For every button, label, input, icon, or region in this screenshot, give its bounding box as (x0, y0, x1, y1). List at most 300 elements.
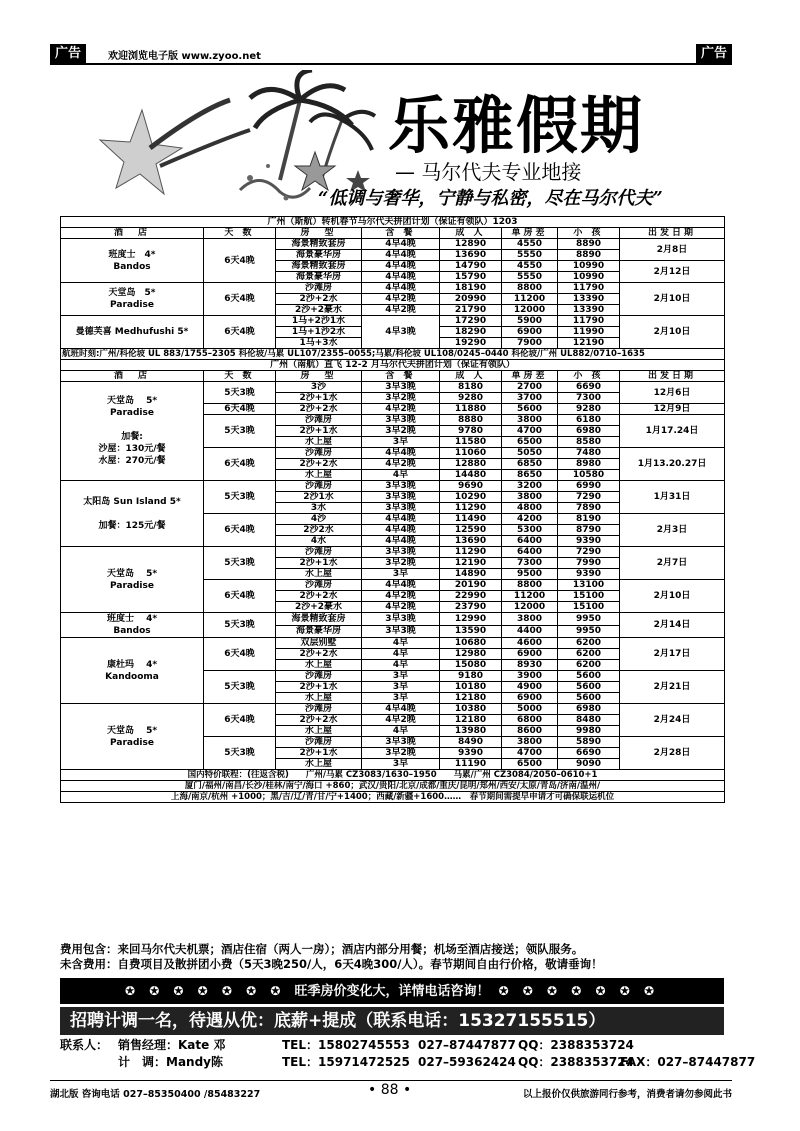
table-cell: 3早3晚 (362, 503, 440, 514)
table-cell: 13390 (558, 294, 620, 305)
table-cell: 4早2晚 (362, 591, 440, 602)
brand-subtitle: — 马尔代夫专业地接 (395, 160, 582, 184)
table-cell: 水上屋 (276, 437, 362, 448)
table-cell: 3早 (362, 693, 440, 704)
table-cell: 11990 (558, 327, 620, 338)
table-cell: 14890 (440, 569, 502, 580)
table-cell: 3早 (362, 759, 440, 770)
table-cell: 13100 (558, 580, 620, 591)
table-cell: 4早 (362, 649, 440, 660)
ops-fax: FAX：027–87447877 (620, 1055, 756, 1069)
table-cell: 8980 (558, 459, 620, 470)
table-cell: 11200 (502, 294, 558, 305)
table-cell: 沙滩房 (276, 448, 362, 459)
sales-tel2: 027–87447877 (418, 1038, 516, 1052)
table-row (61, 382, 725, 393)
table-cell: 11880 (440, 404, 502, 415)
table-cell: 20190 (440, 580, 502, 591)
table-cell: 9780 (440, 426, 502, 437)
table-cell: 海景精致套房 (276, 613, 362, 626)
excluded-text: 未含费用：自费项目及散拼团小费（5天3晚250/人，6天4晚300/人）。春节期间自由行价格，敬请垂询！ (60, 957, 603, 971)
table-cell: 11790 (558, 316, 620, 327)
table-cell: 6900 (502, 693, 558, 704)
hero (50, 70, 732, 215)
star-row-left: ✪ ✪ ✪ ✪ ✪ ✪ ✪ (124, 984, 286, 998)
table-cell: 7480 (558, 448, 620, 459)
table-cell: 10380 (440, 704, 502, 715)
ops-role: 计 调：Mandy陈 (118, 1055, 223, 1069)
table-cell: 4早2晚 (362, 305, 440, 316)
table-cell: 10580 (558, 470, 620, 481)
table-cell: 2沙+1水 (276, 393, 362, 404)
sales-qq: QQ：2388353724 (518, 1038, 634, 1052)
table-cell: 3早 (362, 437, 440, 448)
column-header: 单房差 (502, 371, 558, 382)
days-cell: 6天4晚 (204, 283, 276, 316)
table-cell: 2沙+2豪水 (276, 305, 362, 316)
table-cell: 4早4晚 (362, 704, 440, 715)
table-cell: 9280 (440, 393, 502, 404)
table-cell: 2沙+2水 (276, 715, 362, 726)
ops-tel2: 027–59362424 (418, 1055, 516, 1069)
column-header: 出发日期 (620, 371, 725, 382)
price-table (60, 216, 724, 803)
table-cell: 5890 (558, 737, 620, 748)
table-cell: 5550 (502, 250, 558, 261)
ad-tag-right: 广告 (696, 44, 732, 64)
date-cell: 2月10日 (620, 316, 725, 349)
table-cell: 8790 (558, 525, 620, 536)
column-header: 天 数 (204, 228, 276, 239)
table-cell: 6180 (558, 415, 620, 426)
date-cell: 2月17日 (620, 638, 725, 671)
table-cell: 4水 (276, 536, 362, 547)
table-cell: 4早 (362, 470, 440, 481)
table-cell: 3800 (502, 415, 558, 426)
table-cell: 10290 (440, 492, 502, 503)
included-text: 费用包含：来回马尔代夫机票；酒店住宿（两人一房）；酒店内部分用餐；机场至酒店接送；领队服务。 (60, 942, 584, 956)
table-cell: 5300 (502, 525, 558, 536)
table-cell: 12190 (440, 558, 502, 569)
table-cell: 7300 (558, 393, 620, 404)
table-cell: 4200 (502, 514, 558, 525)
brand-title: 乐雅假期 (388, 89, 645, 162)
hotel-name: 班度士 4* Bandos (61, 613, 204, 638)
table-cell: 11580 (440, 437, 502, 448)
table-cell: 3700 (502, 393, 558, 404)
table-cell: 水上屋 (276, 759, 362, 770)
table-cell: 3早3晚 (362, 492, 440, 503)
column-header: 出发日期 (620, 228, 725, 239)
note (61, 349, 725, 360)
table-cell: 4800 (502, 503, 558, 514)
date-cell: 2月21日 (620, 671, 725, 704)
table-cell: 6400 (502, 536, 558, 547)
table-cell: 2沙+2水 (276, 294, 362, 305)
date-cell: 2月10日 (620, 580, 725, 613)
table-cell: 6690 (558, 748, 620, 759)
table-cell: 9180 (440, 671, 502, 682)
days-cell: 5天3晚 (204, 613, 276, 638)
table-row (61, 239, 725, 250)
table-cell: 4早4晚 (362, 250, 440, 261)
table-cell: 14790 (440, 261, 502, 272)
table-cell: 8490 (440, 737, 502, 748)
table-cell: 8890 (558, 250, 620, 261)
caption (61, 360, 725, 371)
sales-role: 销售经理：Kate 邓 (118, 1038, 226, 1052)
table-row (61, 638, 725, 649)
table-cell: 3早3晚 (362, 613, 440, 626)
table-cell: 22990 (440, 591, 502, 602)
date-cell: 1月17.24日 (620, 415, 725, 448)
table-cell: 沙滩房 (276, 671, 362, 682)
inclusions (60, 942, 724, 972)
table-cell: 13590 (440, 625, 502, 638)
table-cell: 3早2晚 (362, 558, 440, 569)
hotel-name: 天堂岛 5* Paradise (61, 547, 204, 613)
days-cell: 5天3晚 (204, 737, 276, 770)
table-cell: 6500 (502, 759, 558, 770)
hdr (61, 371, 725, 382)
table-cell: 9390 (558, 536, 620, 547)
table-cell: 3早 (362, 569, 440, 580)
table-cell: 6200 (558, 649, 620, 660)
table-cell: 12180 (440, 693, 502, 704)
table-cell: 1马+2沙1水 (276, 316, 362, 327)
table-cell: 海景豪华房 (276, 272, 362, 283)
table-cell: 海景精致套房 (276, 261, 362, 272)
table-cell: 4早4晚 (362, 536, 440, 547)
table-cell: 9950 (558, 613, 620, 626)
table-cell: 11200 (502, 591, 558, 602)
table-cell: 4早2晚 (362, 715, 440, 726)
date-cell: 1月31日 (620, 481, 725, 514)
top-bar (50, 44, 732, 66)
table-cell: 4700 (502, 426, 558, 437)
table-row (61, 481, 725, 492)
table-cell: 4400 (502, 625, 558, 638)
table-cell: 12190 (558, 338, 620, 349)
table-cell: 2700 (502, 382, 558, 393)
table-cell: 18290 (440, 327, 502, 338)
table-cell: 3早 (362, 671, 440, 682)
table-cell: 3800 (502, 737, 558, 748)
table-cell: 10180 (440, 682, 502, 693)
table-cell: 3沙 (276, 382, 362, 393)
table-cell: 7890 (558, 503, 620, 514)
sales-tel: TEL：15802745553 (282, 1038, 410, 1052)
table-cell: 8480 (558, 715, 620, 726)
table-cell: 15100 (558, 591, 620, 602)
table-cell: 6500 (502, 437, 558, 448)
table-cell: 7300 (502, 558, 558, 569)
table-cell: 海景精致套房 (276, 239, 362, 250)
table-cell: 11790 (558, 283, 620, 294)
date-cell: 12月6日 (620, 382, 725, 404)
table-cell: 15790 (440, 272, 502, 283)
table-cell: 12990 (440, 613, 502, 626)
table-cell: 11060 (440, 448, 502, 459)
table-cell: 13690 (440, 536, 502, 547)
table-cell: 9690 (440, 481, 502, 492)
table-cell: 12590 (440, 525, 502, 536)
table-cell: 3早3晚 (362, 737, 440, 748)
table-cell: 4早2晚 (362, 459, 440, 470)
table-cell: 5050 (502, 448, 558, 459)
date-cell: 1月13.20.27日 (620, 448, 725, 481)
table-cell: 沙滩房 (276, 737, 362, 748)
table-cell: 沙滩房 (276, 481, 362, 492)
date-cell: 2月28日 (620, 737, 725, 770)
table-cell: 20990 (440, 294, 502, 305)
table-cell: 13980 (440, 726, 502, 737)
table-cell: 10990 (558, 272, 620, 283)
table-cell: 8580 (558, 437, 620, 448)
table-cell: 5000 (502, 704, 558, 715)
days-cell: 6天4晚 (204, 514, 276, 547)
table-cell: 5550 (502, 272, 558, 283)
days-cell: 6天4晚 (204, 448, 276, 481)
flight-note: 航班时刻:广州/科伦坡 UL 883/1755–2305 科伦坡/马累 UL107/2355–0055;马累/科伦坡 UL108/0245–0440 科伦坡/广州 UL882/0710–1635 (61, 349, 725, 360)
table-cell: 18190 (440, 283, 502, 294)
column-header: 酒 店 (61, 228, 204, 239)
table-cell: 沙滩房 (276, 547, 362, 558)
column-header: 含 餐 (362, 371, 440, 382)
table-cell: 4早4晚 (362, 272, 440, 283)
table-cell: 11490 (440, 514, 502, 525)
table-cell: 1马+1沙2水 (276, 327, 362, 338)
column-header: 单房差 (502, 228, 558, 239)
table-cell: 4早 (362, 660, 440, 671)
table-cell: 3早3晚 (362, 547, 440, 558)
column-header: 房 型 (276, 228, 362, 239)
notec (61, 781, 725, 792)
table-cell: 12980 (440, 649, 502, 660)
column-header: 房 型 (276, 371, 362, 382)
contacts (60, 1037, 756, 1071)
ops-qq: QQ：2388353724 (518, 1055, 634, 1069)
table-cell: 14480 (440, 470, 502, 481)
table-row (61, 704, 725, 715)
table-cell: 12890 (440, 239, 502, 250)
date-cell: 2月7日 (620, 547, 725, 580)
days-cell: 5天3晚 (204, 481, 276, 514)
table-cell: 23790 (440, 602, 502, 613)
footer-right: 以上报价仅供旅游同行参考，消费者请勿参阅此书 (522, 1089, 732, 1100)
table-cell: 7290 (558, 492, 620, 503)
table-cell: 4沙 (276, 514, 362, 525)
table-cell: 3800 (502, 492, 558, 503)
table-cell: 13390 (558, 305, 620, 316)
date-cell: 2月14日 (620, 613, 725, 638)
table-cell: 沙滩房 (276, 580, 362, 591)
table-cell: 6900 (502, 327, 558, 338)
table-cell: 2沙+2水 (276, 591, 362, 602)
table-cell: 6200 (558, 660, 620, 671)
table-cell: 3早2晚 (362, 393, 440, 404)
table-cell: 12880 (440, 459, 502, 470)
date-cell: 2月3日 (620, 514, 725, 547)
table-cell: 4早4晚 (362, 525, 440, 536)
section-caption: 广州（南航）直飞 12-2 月马尔代夫拼团计划（保证有领队） (61, 360, 725, 371)
table-cell: 7290 (558, 547, 620, 558)
table-cell: 9950 (558, 625, 620, 638)
caption (61, 217, 725, 228)
date-cell: 2月12日 (620, 261, 725, 283)
table-cell: 2沙+2豪水 (276, 602, 362, 613)
table-cell: 11190 (440, 759, 502, 770)
hotel-name: 康杜玛 4* Kandooma (61, 638, 204, 704)
table-row (61, 547, 725, 558)
table-cell: 2沙+2水 (276, 459, 362, 470)
table-cell: 9500 (502, 569, 558, 580)
table-cell: 10990 (558, 261, 620, 272)
table-cell: 13690 (440, 250, 502, 261)
table-cell: 水上屋 (276, 726, 362, 737)
days-cell: 6天4晚 (204, 316, 276, 349)
hdr (61, 228, 725, 239)
domestic-note: 厦门/福州/南昌/长沙/桂林/南宁/海口 +860；武汉/贵阳/北京/成都/重庆/昆明/郑州/西安/太原/青岛/济南/温州/ (61, 781, 725, 792)
footer-left: 湖北版 咨询电话 027–85350400 /85483227 (50, 1089, 261, 1100)
column-header: 酒 店 (61, 371, 204, 382)
table-cell: 6690 (558, 382, 620, 393)
table-cell: 11290 (440, 547, 502, 558)
table-cell: 5900 (502, 316, 558, 327)
table-cell: 4早4晚 (362, 580, 440, 591)
table-cell: 4900 (502, 682, 558, 693)
days-cell: 6天4晚 (204, 404, 276, 415)
contacts-label: 联系人： (60, 1038, 109, 1052)
table-cell: 水上屋 (276, 470, 362, 481)
table-cell: 2沙2水 (276, 525, 362, 536)
days-cell: 5天3晚 (204, 382, 276, 404)
footer (50, 1080, 732, 1100)
ops-tel: TEL：15971472525 (282, 1055, 410, 1069)
table-cell: 17290 (440, 316, 502, 327)
table-cell: 3早3晚 (362, 382, 440, 393)
column-header: 成 人 (440, 371, 502, 382)
table-cell: 4600 (502, 638, 558, 649)
notec (61, 792, 725, 803)
table-cell: 8880 (440, 415, 502, 426)
table-cell: 3800 (502, 613, 558, 626)
notec (61, 770, 725, 781)
table-cell: 1马+3水 (276, 338, 362, 349)
site-url: 欢迎浏览电子版 www.zyoo.net (108, 51, 261, 62)
table-cell: 9390 (440, 748, 502, 759)
table-cell: 8190 (558, 514, 620, 525)
table-cell: 2沙+2水 (276, 404, 362, 415)
table-cell: 4早2晚 (362, 404, 440, 415)
table-cell: 5600 (558, 671, 620, 682)
table-cell: 8890 (558, 239, 620, 250)
table-cell: 3早3晚 (362, 625, 440, 638)
table-cell: 8800 (502, 580, 558, 591)
table-cell: 10680 (440, 638, 502, 649)
table-cell: 4早2晚 (362, 294, 440, 305)
table-row (61, 316, 725, 327)
days-cell: 6天4晚 (204, 704, 276, 737)
table-cell: 4550 (502, 261, 558, 272)
table-cell: 3200 (502, 481, 558, 492)
table-cell: 沙滩房 (276, 283, 362, 294)
table-cell: 2沙+1水 (276, 558, 362, 569)
table-cell: 3早2晚 (362, 748, 440, 759)
table-cell: 8800 (502, 283, 558, 294)
table-cell: 3早 (362, 682, 440, 693)
hotel-name: 天堂岛 5* Paradise 加餐: 沙屋：130元/餐 水屋：270元/餐 (61, 382, 204, 481)
page-number: • 88 • (368, 1082, 412, 1098)
table-cell: 2沙1水 (276, 492, 362, 503)
hotel-name: 天堂岛 5* Paradise (61, 704, 204, 770)
table-cell: 海景豪华房 (276, 625, 362, 638)
table-cell: 水上屋 (276, 660, 362, 671)
hotel-name: 班度士 4* Bandos (61, 239, 204, 283)
table-cell: 2沙+1水 (276, 426, 362, 437)
table-cell: 21790 (440, 305, 502, 316)
table-cell: 5600 (558, 682, 620, 693)
table-cell: 4早4晚 (362, 283, 440, 294)
promo-banner (60, 978, 724, 1004)
table-cell: 水上屋 (276, 693, 362, 704)
table-cell: 9280 (558, 404, 620, 415)
date-cell: 2月8日 (620, 239, 725, 261)
section-caption: 广州（斯航）转机春节马尔代夫拼团计划（保证有领队）1203 (61, 217, 725, 228)
table-cell: 9090 (558, 759, 620, 770)
table-cell: 6900 (502, 649, 558, 660)
table-cell: 15080 (440, 660, 502, 671)
table-cell: 6200 (558, 638, 620, 649)
table-cell: 水上屋 (276, 569, 362, 580)
column-header: 天 数 (204, 371, 276, 382)
table-cell: 12000 (502, 602, 558, 613)
date-cell: 12月9日 (620, 404, 725, 415)
date-cell: 2月24日 (620, 704, 725, 737)
table-cell: 6400 (502, 547, 558, 558)
table-cell: 12180 (440, 715, 502, 726)
table-cell: 3早3晚 (362, 415, 440, 426)
ad-tag-left: 广告 (50, 44, 86, 64)
recruit-banner: 招聘计调一名，待遇从优：底薪+提成（联系电话：15327155515） (60, 1007, 724, 1035)
table-cell: 8650 (502, 470, 558, 481)
hotel-name: 太阳岛 Sun Island 5* 加餐：125元/餐 (61, 481, 204, 547)
slogan: “低调与奢华，宁静与私密，尽在马尔代夫” (318, 188, 663, 209)
table-cell: 4早4晚 (362, 448, 440, 459)
table-cell: 19290 (440, 338, 502, 349)
table-cell: 4550 (502, 239, 558, 250)
table-cell: 3水 (276, 503, 362, 514)
table-cell: 7990 (558, 558, 620, 569)
table-cell: 8180 (440, 382, 502, 393)
days-cell: 6天4晚 (204, 239, 276, 283)
table-cell: 15100 (558, 602, 620, 613)
table-cell: 双层别墅 (276, 638, 362, 649)
top-rule (50, 63, 732, 65)
table-cell: 4早2晚 (362, 602, 440, 613)
table-cell: 6990 (558, 481, 620, 492)
table-cell: 5600 (502, 404, 558, 415)
table-cell: 5600 (558, 693, 620, 704)
table-cell: 8930 (502, 660, 558, 671)
table-cell: 6800 (502, 715, 558, 726)
table-row (61, 283, 725, 294)
days-cell: 5天3晚 (204, 415, 276, 448)
table-cell: 4早4晚 (362, 261, 440, 272)
table-cell: 6980 (558, 704, 620, 715)
column-header: 小 孩 (558, 228, 620, 239)
table-cell: 4早3晚 (362, 316, 440, 349)
